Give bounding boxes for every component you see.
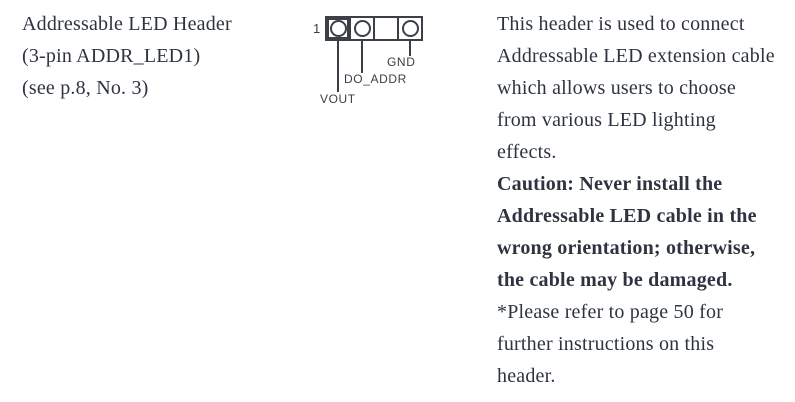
- pin1-number-label: 1: [313, 21, 321, 36]
- pin-cell-4: [397, 18, 421, 39]
- footnote-line: further instructions on this: [497, 333, 715, 355]
- vout-lead-line: [337, 41, 339, 92]
- do-addr-lead-line: [361, 41, 363, 73]
- connector-pin-diagram: [313, 14, 443, 114]
- header-strip: [325, 16, 423, 41]
- footnote-line: header.: [497, 365, 556, 387]
- header-page-reference: (see p.8, No. 3): [22, 77, 149, 99]
- caution-line: wrong orientation; otherwise,: [497, 237, 756, 259]
- pin-cell-2: [349, 18, 373, 39]
- header-title: Addressable LED Header: [22, 13, 232, 35]
- vout-pin-label: VOUT: [320, 92, 356, 106]
- gnd-pin-label: GND: [387, 55, 416, 69]
- description-line: effects.: [497, 141, 557, 163]
- pin-circle-2: [354, 20, 371, 37]
- pin-cell-1: [327, 18, 349, 39]
- pin-circle-4: [402, 20, 419, 37]
- caution-line: Addressable LED cable in the: [497, 205, 757, 227]
- description-line: This header is used to connect: [497, 13, 745, 35]
- description-line: Addressable LED extension cable: [497, 45, 775, 67]
- description-line: from various LED lighting: [497, 109, 716, 131]
- footnote-line: *Please refer to page 50 for: [497, 301, 724, 323]
- gnd-lead-line: [409, 41, 411, 56]
- do-addr-pin-label: DO_ADDR: [344, 72, 407, 86]
- header-pin-spec: (3-pin ADDR_LED1): [22, 45, 201, 67]
- caution-line: Caution: Never install the: [497, 173, 723, 195]
- header-spec-column: [22, 8, 302, 104]
- description-line: which allows users to choose: [497, 77, 736, 99]
- description-column: [497, 8, 795, 392]
- pin-circle-1: [330, 20, 347, 37]
- caution-line: the cable may be damaged.: [497, 269, 733, 291]
- key-cell: [373, 18, 397, 39]
